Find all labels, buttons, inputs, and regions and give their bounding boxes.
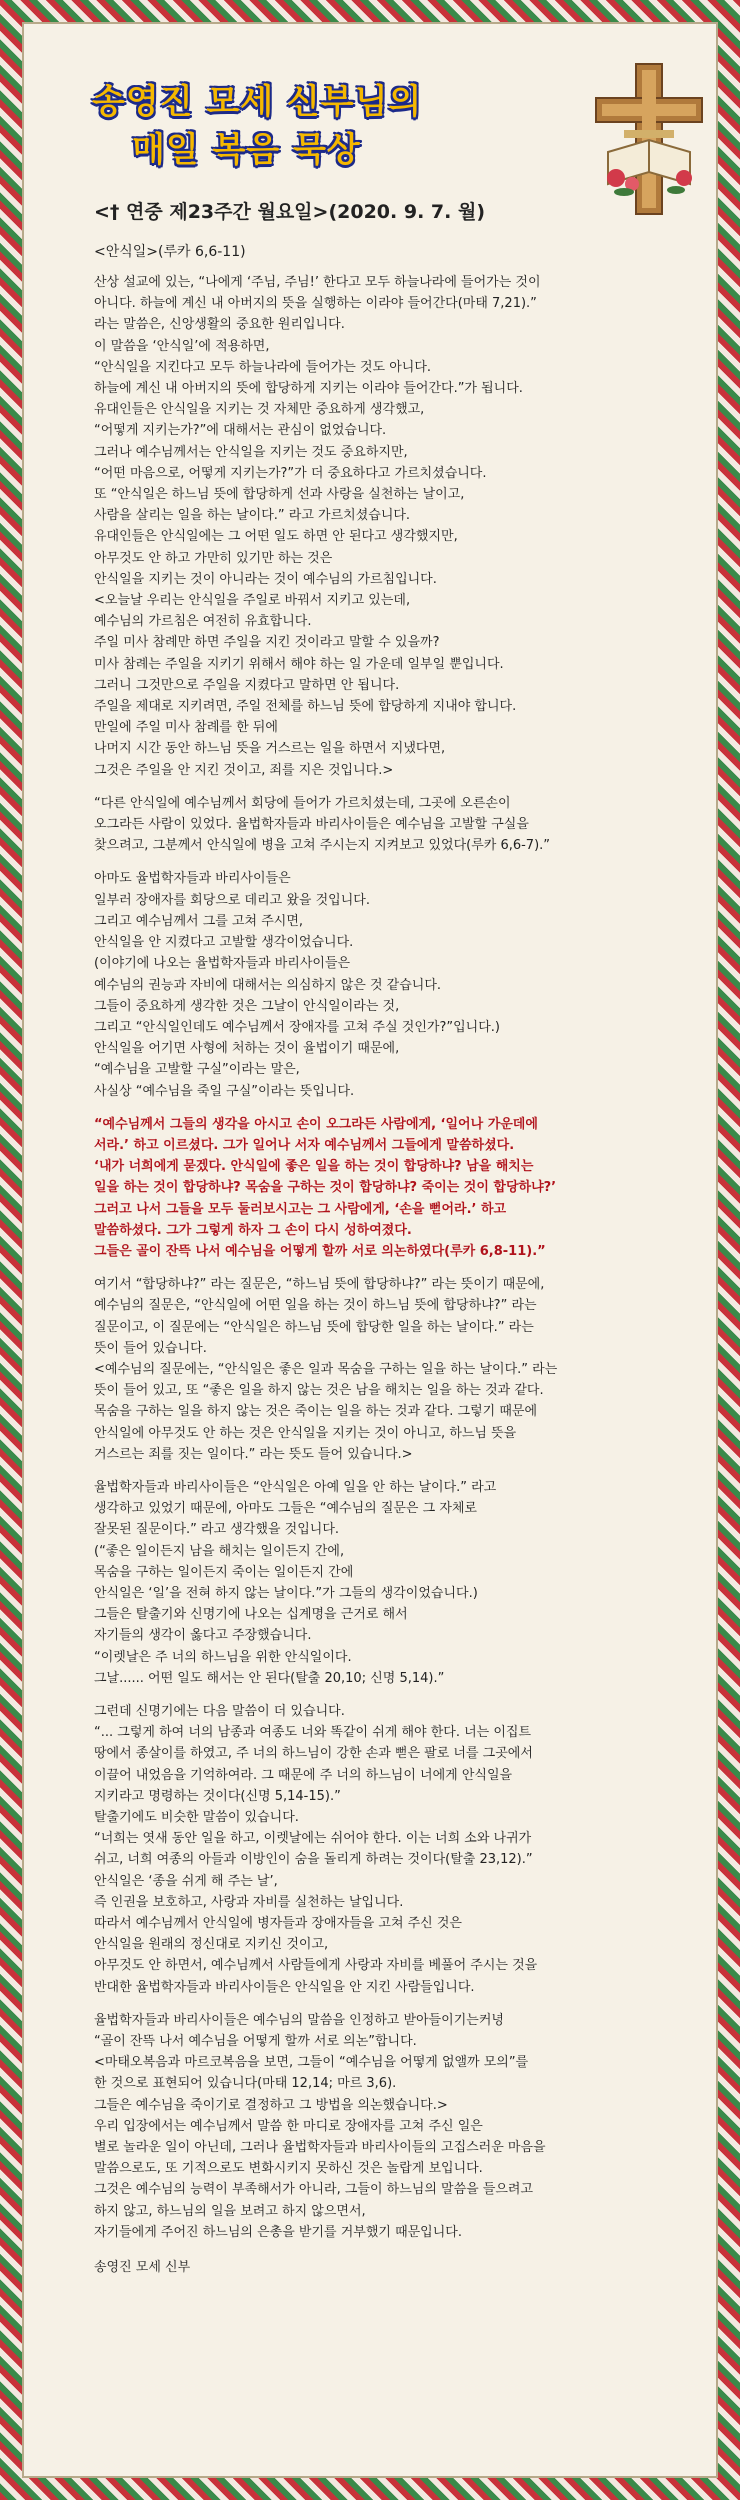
title-line-1: 송영진 모세 신부님의 — [92, 82, 423, 122]
paragraph-8: 율법학자들과 바리사이들은 예수님의 말씀을 인정하고 받아들이기는커녕 “골이 잔뜩 나서 예수님을 어떻게 할까 서로 의논”합니다. <마태오복음과 마르코복음을 보면, 그들이 “예수님을 어떻게 없앨까 모의”를 한 것으로 표현되어 있습니다(마태 12,14; 마르 3,6). 그들은 예수님을 죽이기로 결정하고 그 방법을 의논했습니다.> 우리 입장에서는 예수님께서 말씀 한 마디로 장애자를 고쳐 주신 일은 별로 놀라운 일이 아닌데, 그러나 율법학자들과 바리사이들의 고집스러운 마음을 말씀으로도, 또 기적으로도 변화시키지 못하신 것은 놀랍게 보입니다. 그것은 예수님의 능력이 부족해서가 아니라, 그들이 하느님의 말씀을 들으려고 하지 않고, 하느님의 일을 보려고 하지 않으면서, 자기들에게 주어진 하느님의 은총을 받기를 거부했기 때문입니다. — [94, 2012, 546, 2240]
page-frame — [22, 22, 718, 2478]
paragraph-3: 아마도 율법학자들과 바리사이들은 일부러 장애자를 회당으로 데리고 왔을 것입니다. 그리고 예수님께서 그를 고쳐 주시면, 안식일을 안 지켰다고 고발할 생각이었습니다. (이야기에 나오는 율법학자들과 바리사이들은 예수님의 권능과 자비에 대해서는 의심하지 않은 것 같습니다. 그들이 중요하게 생각한 것은 그날이 안식일이라는 것, 그리고 “안식일인데도 예수님께서 장애자를 고쳐 주실 것인가?”입니다.) 안식일을 어기면 사형에 처하는 것이 율법이기 때문에, “예수님을 고발할 구실”이라는 말은, 사실상 “예수님을 죽일 구실”이라는 뜻입니다. — [94, 871, 500, 1099]
paragraph-6: 율법학자들과 바리사이들은 “안식일은 아예 일을 안 하는 날이다.” 라고 생각하고 있었기 때문에, 아마도 그들은 “예수님의 질문은 그 자체로 잘못된 질문이다.” 라고 생각했을 것입니다. (“좋은 일이든지 남을 해치는 일이든지 간에, 목숨을 구하는 일이든지 죽이는 일이든지 간에 안식일은 ‘일’을 전혀 하지 않는 날이다.”가 그들의 생각이었습니다.) 그들은 탈출기와 신명기에 나오는 십계명을 근거로 해서 자기들의 생각이 옳다고 주장했습니다. “이렛날은 주 너의 하느님을 위한 안식일이다. 그날...... 어떤 일도 해서는 안 된다(탈출 20,10; 신명 5,14).” — [94, 1479, 497, 1686]
paragraph-1: 산상 설교에 있는, “나에게 ‘주님, 주님!’ 한다고 모두 하늘나라에 들어가는 것이 아니다. 하늘에 계신 내 아버지의 뜻을 실행하는 이라야 들어간다(마태 7,21).” 라는 말씀은, 신앙생활의 중요한 원리입니다. 이 말씀을 ‘안식일’에 적용하면, “안식일을 지킨다고 모두 하늘나라에 들어가는 것도 아니다. 하늘에 계신 내 아버지의 뜻에 합당하게 지키는 이라야 들어간다.”가 됩니다. 유대인들은 안식일을 지키는 것 자체만 중요하게 생각했고, “어떻게 지키는가?”에 대해서는 관심이 없었습니다. 그러나 예수님께서는 안식일을 지키는 것도 중요하지만, “어떤 마음으로, 어떻게 지키는가?”가 더 중요하다고 가르치셨습니다. 또 “안식일은 하느님 뜻에 합당하게 선과 사랑을 실천하는 날이고, 사람을 살리는 일을 하는 날이다.” 라고 가르치셨습니다. 유대인들은 안식일에는 그 어떤 일도 하면 안 된다고 생각했지만, 아무것도 안 하고 가만히 있기만 하는 것은 안식일을 지키는 것이 아니라는 것이 예수님의 가르침입니다. <오늘날 우리는 안식일을 주일로 바꿔서 지키고 있는데, 예수님의 가르침은 여전히 유효합니다. 주일 미사 참례만 하면 주일을 지킨 것이라고 말할 수 있을까? 미사 참례는 주일을 지키기 위해서 해야 하는 일 가운데 일부일 뿐입니다. 그러니 그것만으로 주일을 지켰다고 말하면 안 됩니다. 주일을 제대로 지키려면, 주일 전체를 하느님 뜻에 합당하게 지내야 합니다. 만일에 주일 미사 참례를 한 뒤에 나머지 시간 동안 하느님 뜻을 거스르는 일을 하면서 지냈다면, 그것은 주일을 안 지킨 것이고, 죄를 지은 것입니다.> — [94, 275, 541, 778]
header — [22, 22, 718, 207]
cross-with-bible-and-roses-icon — [588, 60, 710, 218]
author-signature: 송영진 모세 신부 — [94, 2260, 191, 2276]
gospel-quote-highlight: “예수님께서 그들의 생각을 아시고 손이 오그라든 사람에게, ‘일어나 가운데에 서라.’ 하고 이르셨다. 그가 일어나 서자 예수님께서 그들에게 말씀하셨다. ‘내가 너희에게 묻겠다. 안식일에 좋은 일을 하는 것이 합당하냐? 남을 해치는 일을 하는 것이 합당하냐? 목숨을 구하는 것이 합당하냐? 죽이는 것이 합당하냐?’ 그러고 나서 그들을 모두 둘러보시고는 그 사람에게, ‘손을 뻗어라.’ 하고 말씀하셨다. 그가 그렇게 하자 그 손이 다시 성하여졌다. 그들은 골이 잔뜩 나서 예수님을 어떻게 할까 서로 의논하였다(루카 6,8-11).” — [94, 1116, 557, 1259]
title-line-2: 매일 복음 묵상 — [132, 130, 361, 170]
paragraph-7: 그런데 신명기에는 다음 말씀이 더 있습니다. “... 그렇게 하여 너의 남종과 여종도 너와 똑같이 쉬게 해야 한다. 너는 이집트 땅에서 종살이를 하였고, 주 너의 하느님이 강한 손과 뻗은 팔로 너를 그곳에서 이끌어 내었음을 기억하여라. 그 때문에 주 너의 하느님이 너에게 안식일을 지키라고 명령하는 것이다(신명 5,14-15).” 탈출기에도 비슷한 말씀이 있습니다. “너희는 엿새 동안 일을 하고, 이렛날에는 쉬어야 한다. 이는 너희 소와 나귀가 쉬고, 너희 여종의 아들과 이방인이 숨을 돌리게 하려는 것이다(탈출 23,12).” 안식일은 ‘종을 쉬게 해 주는 날’, 즉 인권을 보호하고, 사랑과 자비를 실천하는 날입니다. 따라서 예수님께서 안식일에 병자들과 장애자들을 고쳐 주신 것은 안식일을 원래의 정신대로 지키신 것이고, 아무것도 안 하면서, 예수님께서 사람들에게 사랑과 자비를 베풀어 주시는 것을 반대한 율법학자들과 바리사이들은 안식일을 안 지킨 사람들입니다. — [94, 1704, 538, 1995]
date-heading: <† 연중 제23주간 월요일>(2020. 9. 7. 월) — [94, 201, 485, 223]
paragraph-5: 여기서 “합당하냐?” 라는 질문은, “하느님 뜻에 합당하냐?” 라는 뜻이기 때문에, 예수님의 질문은, “안식일에 어떤 일을 하는 것이 하느님 뜻에 합당하냐?” 라는 질문이고, 이 질문에는 “안식일은 하느님 뜻에 합당한 일을 하는 날이다.” 라는 뜻이 들어 있습니다. <예수님의 질문에는, “안식일은 좋은 일과 목숨을 구하는 일을 하는 날이다.” 라는 뜻이 들어 있고, 또 “좋은 일을 하지 않는 것은 남을 해치는 일을 하는 것과 같다. 목숨을 구하는 일을 하지 않는 것은 죽이는 일을 하는 것과 같다. 그렇기 때문에 안식일에 아무것도 안 하는 것은 안식일을 지키는 것이 아니고, 하느님 뜻을 거스르는 죄를 짓는 일이다.” 라는 뜻도 들어 있습니다.> — [94, 1277, 558, 1462]
paragraph-2: “다른 안식일에 예수님께서 회당에 들어가 가르치셨는데, 그곳에 오른손이 오그라든 사람이 있었다. 율법학자들과 바리사이들은 예수님을 고발할 구실을 찾으려고, 그분께서 안식일에 병을 고쳐 주시는지 지켜보고 있었다(루카 6,6-7).” — [94, 795, 551, 854]
scripture-reference: <안식일>(루카 6,6-11) — [94, 244, 246, 260]
meditation-body — [94, 272, 694, 2290]
